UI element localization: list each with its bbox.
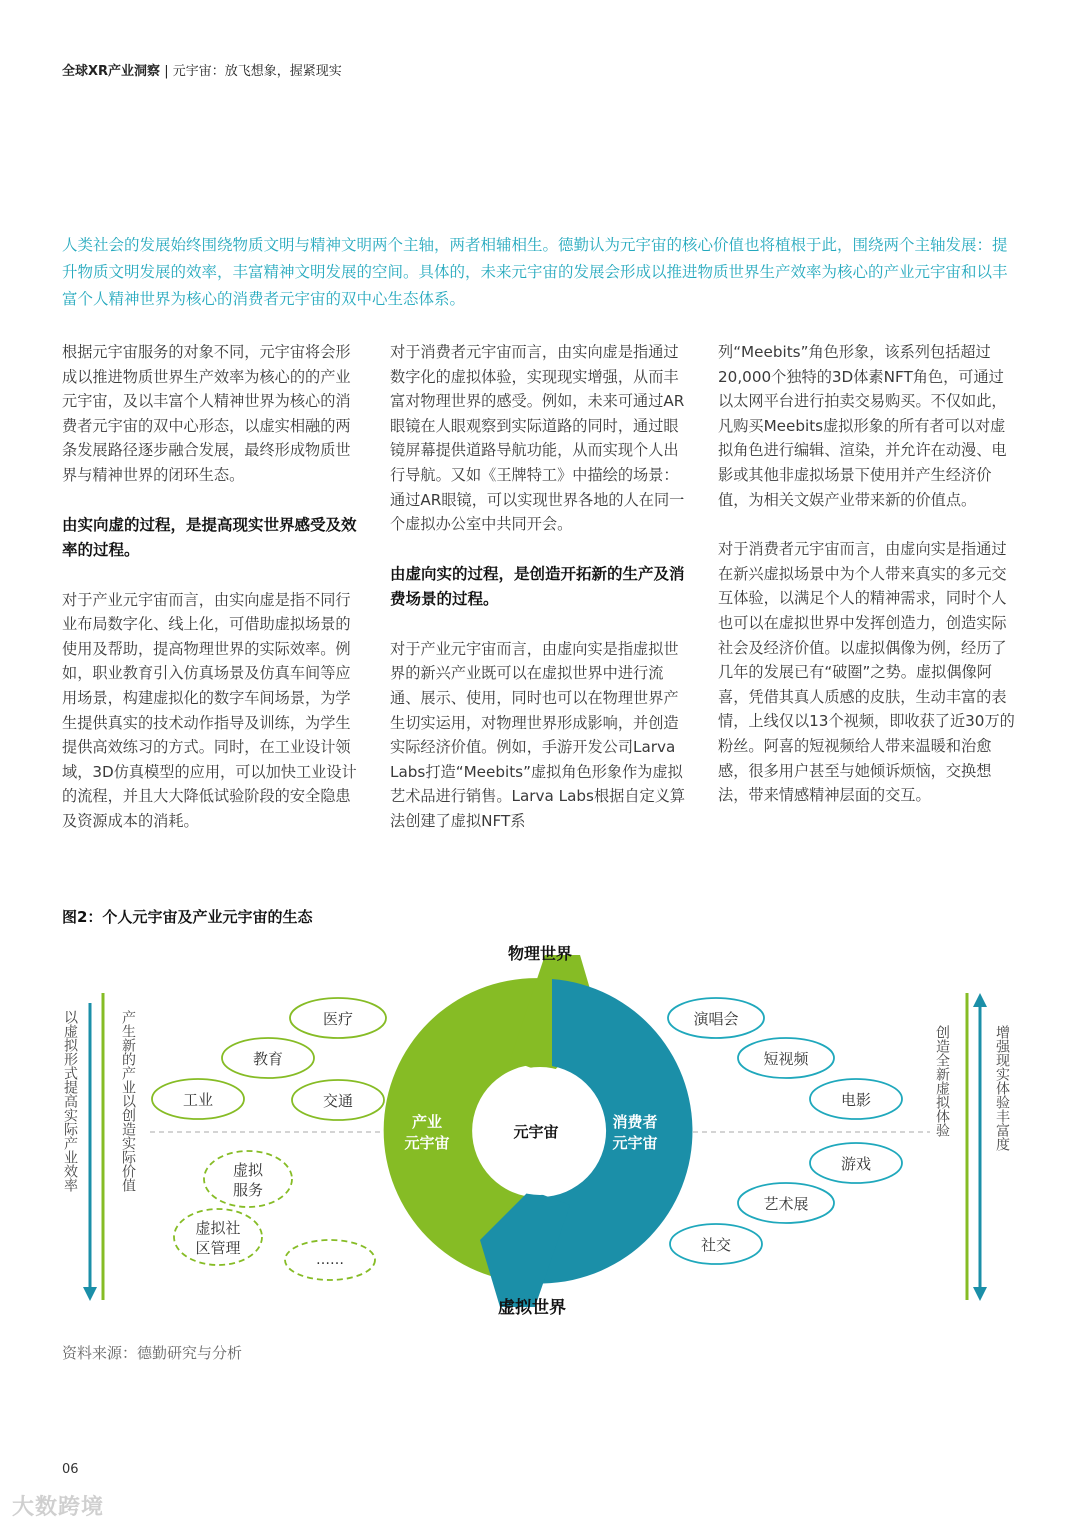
right-outer-axis-arrow-down — [973, 1287, 987, 1301]
svg-text:虚拟社: 虚拟社 — [195, 1219, 241, 1237]
svg-text:短视频: 短视频 — [763, 1050, 809, 1068]
industry-item-virtual-community — [174, 1209, 262, 1265]
intro-paragraph: 人类社会的发展始终围绕物质文明与精神文明两个主轴，两者相辅相生。德勤认为元宇宙的核心价值也将植根于此，围绕两个主轴发展：提升物质文明发展的效率，丰富精神文明发展的空间。具体的，未来元宇宙的发展会形成以推进物质世界生产效率为核心的产业元宇宙和以丰富个人精神世界为核心的消费者元宇宙的双中心生态体系。 — [62, 236, 1008, 308]
paragraph: 对于产业元宇宙而言，由实向虚是指不同行业布局数字化、线上化，可借助虚拟场景的使用及帮助，提高物理世界的实际效率。例如，职业教育引入仿真场景及仿真车间等应用场景，构建虚拟化的数字车间场景，为学生提供真实的技术动作指导及训练，为学生提供高效练习的方式。同时，在工业设计领域，3D仿真模型的应用，可以加快工业设计的流程，并且大大降低试验阶段的安全隐患及资源成本的消耗。 — [62, 590, 357, 830]
ecosystem-diagram — [40, 935, 1040, 1335]
right-axis-outer-label: 增强现实体验丰富度 — [994, 1025, 1010, 1151]
paragraph: 列“Meebits”角色形象，该系列包括超过20,000个独特的3D体素NFT角色，可通过以太网平台进行拍卖交易购买。不仅如此，凡购买Meebits虚拟形象的所有者可以对虚拟角色进行编辑、渲染，并允许在动漫、电影或其他非虚拟场景下使用并产生经济价值，为相关文娱产业带来新的价值点。 — [718, 343, 1007, 509]
left-axis-outer-label: 以虚拟形式提高实际产业效率 — [62, 1010, 78, 1192]
text-column-1 — [62, 340, 362, 859]
consumer-item-game — [810, 1143, 902, 1183]
page-header — [62, 60, 342, 79]
svg-text:交通: 交通 — [322, 1092, 354, 1110]
left-outer-axis-arrow — [83, 1287, 97, 1301]
paragraph: 根据元宇宙服务的对象不同，元宇宙将会形成以推进物质世界生产效率为核心的的产业元宇宙，及以丰富个人精神世界为核心的消费者元宇宙的双中心形态，以虚实相融的两条发展路径逐步融合发展，最终形成物质世界与精神世界的闭环生态。 — [62, 343, 351, 484]
text-column-2 — [390, 340, 690, 859]
section-heading: 由虚向实的过程，是创造开拓新的生产及消费场景的过程。 — [390, 564, 685, 608]
industry-item-education — [222, 1038, 314, 1078]
page-number: 06 — [62, 1462, 79, 1477]
svg-text:社交: 社交 — [700, 1236, 732, 1254]
left-axis-inner-label: 产生新的产业以创造实际价值 — [120, 1010, 136, 1192]
industry-metaverse-label-1: 产业 — [411, 1113, 443, 1131]
paragraph: 对于消费者元宇宙而言，由虚向实是指通过在新兴虚拟场景中为个人带来真实的多元交互体验，以满足个人的精神需求，同时个人也可以在虚拟世界中发挥创造力，创造实际社会及经济价值。以虚拟偶像为例，经历了几年的发展已有“破圈”之势。虚拟偶像阿喜，凭借其真人质感的皮肤，生动丰富的表情，上线仅以13个视频，即收获了近30万的粉丝。阿喜的短视频给人带来温暖和治愈感，很多用户甚至与她倾诉烦恼，交换想法，带来情感精神层面的交互。 — [718, 540, 1015, 805]
svg-text:虚拟: 虚拟 — [232, 1161, 264, 1179]
header-separator: | — [164, 64, 169, 79]
consumer-metaverse-label-2: 元宇宙 — [612, 1134, 658, 1152]
figure-source: 资料来源：德勤研究与分析 — [62, 1344, 243, 1362]
industry-item-more — [285, 1240, 375, 1280]
svg-text:游戏: 游戏 — [840, 1155, 872, 1173]
paragraph: 对于消费者元宇宙而言，由实向虚是指通过数字化的虚拟体验，实现现实增强，从而丰富对物理世界的感受。例如，未来可通过AR眼镜在人眼观察到实际道路的同时，通过眼镜屏幕提供道路导航功能，从而实现个人出行导航。又如《王牌特工》中描绘的场景：通过AR眼镜，可以实现世界各地的人在同一个虚拟办公室中共同开会。 — [390, 343, 685, 534]
right-axis-inner-label: 创造全新虚拟体验 — [934, 1025, 950, 1137]
industry-item-virtual-service — [204, 1151, 292, 1207]
section-heading: 由实向虚的过程，是提高现实世界感受及效率的过程。 — [62, 515, 357, 559]
industry-item-manufacturing — [152, 1079, 244, 1119]
physical-world-label: 物理世界 — [507, 944, 573, 963]
metaverse-center-label: 元宇宙 — [513, 1123, 559, 1141]
figure-title: 图2：个人元宇宙及产业元宇宙的生态 — [62, 908, 313, 926]
consumer-item-movie — [810, 1079, 902, 1119]
header-title: 全球XR产业洞察 — [62, 64, 161, 79]
svg-text:教育: 教育 — [252, 1050, 284, 1068]
consumer-metaverse-label-1: 消费者 — [612, 1113, 658, 1131]
consumer-item-social — [670, 1224, 762, 1264]
consumer-item-art-exhibition — [738, 1183, 834, 1223]
svg-text:电影: 电影 — [840, 1091, 872, 1109]
virtual-world-label: 虚拟世界 — [498, 1298, 566, 1318]
svg-text:艺术展: 艺术展 — [763, 1195, 809, 1213]
industry-metaverse-label-2: 元宇宙 — [404, 1134, 450, 1152]
industry-item-transport — [292, 1080, 384, 1120]
header-subtitle: 元宇宙：放飞想象，握紧现实 — [172, 64, 342, 79]
consumer-item-short-video — [738, 1038, 834, 1078]
right-outer-axis-arrow-up — [973, 993, 987, 1007]
industry-item-medical — [290, 998, 386, 1038]
watermark: 大数跨境 — [12, 1495, 105, 1520]
svg-text:演唱会: 演唱会 — [693, 1010, 739, 1028]
svg-text:服务: 服务 — [232, 1181, 264, 1199]
svg-text:医疗: 医疗 — [322, 1010, 354, 1028]
svg-text:工业: 工业 — [182, 1091, 214, 1109]
svg-text:……: …… — [316, 1252, 344, 1268]
consumer-item-concert — [668, 998, 764, 1038]
svg-text:区管理: 区管理 — [195, 1239, 241, 1257]
text-column-3 — [718, 340, 1018, 833]
paragraph: 对于产业元宇宙而言，由虚向实是指虚拟世界的新兴产业既可以在虚拟世界中进行流通、展示、使用，同时也可以在物理世界产生切实运用，对物理世界形成影响，并创造实际经济价值。例如，手游开发公司Larva Labs打造“Meebits”虚拟角色形象作为虚拟艺术品进行销售。Larva Labs根据自定义算法创建了虚拟NFT系 — [390, 639, 686, 830]
